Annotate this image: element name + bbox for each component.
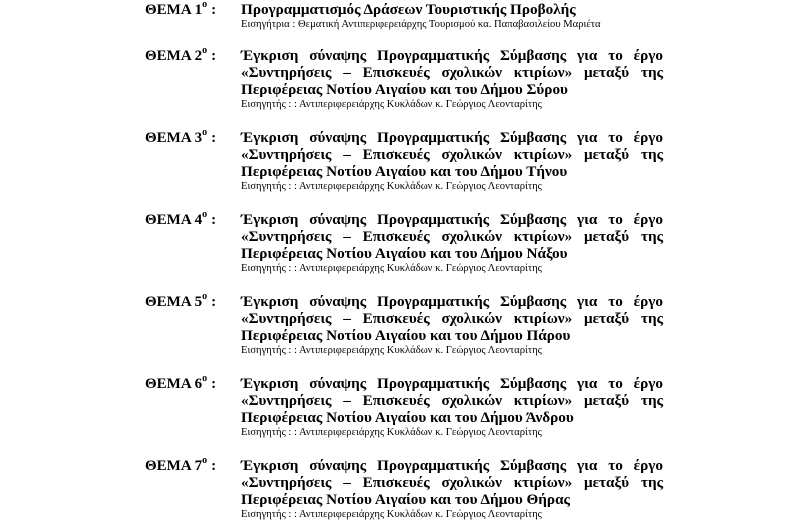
item-number-label bbox=[145, 211, 216, 229]
item-ordinal: ο bbox=[202, 291, 208, 302]
item-ordinal: ο bbox=[202, 127, 208, 138]
item-content bbox=[241, 375, 663, 439]
item-title-line: Έγκριση σύναψης Προγραμματικής Σύμβασης για το έργο bbox=[241, 293, 663, 310]
item-number-text: ΘΕΜΑ 2 bbox=[145, 48, 203, 64]
item-title-line: Έγκριση σύναψης Προγραμματικής Σύμβασης για το έργο bbox=[241, 129, 663, 146]
item-title-line: Έγκριση σύναψης Προγραμματικής Σύμβασης για το έργο bbox=[241, 457, 663, 474]
item-content bbox=[241, 211, 663, 275]
item-content bbox=[241, 457, 663, 521]
item-number-label bbox=[145, 129, 216, 147]
item-title-line: «Συντηρήσεις – Επισκευές σχολικών κτιρίων» μεταξύ της bbox=[241, 146, 663, 163]
item-ordinal: ο bbox=[202, 209, 208, 220]
item-title-line: «Συντηρήσεις – Επισκευές σχολικών κτιρίων» μεταξύ της bbox=[241, 310, 663, 327]
item-content bbox=[241, 1, 663, 31]
item-title-line: Περιφέρειας Νοτίου Αιγαίου και του Δήμου Άνδρου bbox=[241, 409, 574, 426]
item-content bbox=[241, 47, 663, 111]
item-number-colon: : bbox=[211, 130, 217, 146]
item-title-line: Περιφέρειας Νοτίου Αιγαίου και του Δήμου Νάξου bbox=[241, 245, 568, 262]
item-title-line: Έγκριση σύναψης Προγραμματικής Σύμβασης για το έργο bbox=[241, 47, 663, 64]
item-ordinal: ο bbox=[202, 373, 208, 384]
item-number-label bbox=[145, 47, 216, 65]
item-number-text: ΘΕΜΑ 6 bbox=[145, 376, 203, 392]
item-number-colon: : bbox=[211, 376, 217, 392]
item-title-line: Έγκριση σύναψης Προγραμματικής Σύμβασης για το έργο bbox=[241, 375, 663, 392]
item-title-line: «Συντηρήσεις – Επισκευές σχολικών κτιρίων» μεταξύ της bbox=[241, 228, 663, 245]
item-ordinal: ο bbox=[202, 455, 208, 466]
item-title-line: Περιφέρειας Νοτίου Αιγαίου και του Δήμου Θήρας bbox=[241, 491, 570, 508]
item-title-line: «Συντηρήσεις – Επισκευές σχολικών κτιρίων» μεταξύ της bbox=[241, 392, 663, 409]
item-ordinal: ο bbox=[202, 45, 208, 56]
item-number-text: ΘΕΜΑ 7 bbox=[145, 458, 203, 474]
item-number-colon: : bbox=[211, 458, 217, 474]
item-reporter: Εισηγητής : : Αντιπεριφερειάρχης Κυκλάδων κ. Γεώργιος Λεονταρίτης bbox=[241, 509, 542, 520]
item-number-text: ΘΕΜΑ 3 bbox=[145, 130, 203, 146]
item-number-label bbox=[145, 293, 216, 311]
item-title-line: «Συντηρήσεις – Επισκευές σχολικών κτιρίων» μεταξύ της bbox=[241, 474, 663, 491]
item-reporter: Εισηγητής : : Αντιπεριφερειάρχης Κυκλάδων κ. Γεώργιος Λεονταρίτης bbox=[241, 99, 542, 110]
item-number-label bbox=[145, 457, 216, 475]
item-content bbox=[241, 293, 663, 357]
item-title-line: «Συντηρήσεις – Επισκευές σχολικών κτιρίων» μεταξύ της bbox=[241, 64, 663, 81]
item-reporter: Εισηγητής : : Αντιπεριφερειάρχης Κυκλάδων κ. Γεώργιος Λεονταρίτης bbox=[241, 263, 542, 274]
item-number-colon: : bbox=[211, 294, 217, 310]
item-title-line: Περιφέρειας Νοτίου Αιγαίου και του Δήμου Πάρου bbox=[241, 327, 571, 344]
item-reporter: Εισηγητής : : Αντιπεριφερειάρχης Κυκλάδων κ. Γεώργιος Λεονταρίτης bbox=[241, 345, 542, 356]
item-reporter: Εισηγήτρια : Θεματική Αντιπεριφερειάρχης Τουρισμού κα. Παπαβασιλείου Μαριέτα bbox=[241, 19, 601, 30]
item-reporter: Εισηγητής : : Αντιπεριφερειάρχης Κυκλάδων κ. Γεώργιος Λεονταρίτης bbox=[241, 181, 542, 192]
item-reporter: Εισηγητής : : Αντιπεριφερειάρχης Κυκλάδων κ. Γεώργιος Λεονταρίτης bbox=[241, 427, 542, 438]
item-number-colon: : bbox=[211, 48, 217, 64]
item-number-colon: : bbox=[211, 212, 217, 228]
item-title-line: Περιφέρειας Νοτίου Αιγαίου και του Δήμου Τήνου bbox=[241, 163, 568, 180]
item-number-colon: : bbox=[211, 2, 217, 18]
item-title-line: Προγραμματισμός Δράσεων Τουριστικής Προβολής bbox=[241, 1, 576, 18]
item-title-line: Έγκριση σύναψης Προγραμματικής Σύμβασης για το έργο bbox=[241, 211, 663, 228]
item-number-label bbox=[145, 1, 216, 19]
item-number-text: ΘΕΜΑ 5 bbox=[145, 294, 203, 310]
item-title-line: Περιφέρειας Νοτίου Αιγαίου και του Δήμου Σύρου bbox=[241, 81, 568, 98]
item-number-text: ΘΕΜΑ 1 bbox=[145, 2, 203, 18]
item-content bbox=[241, 129, 663, 193]
item-ordinal: ο bbox=[202, 0, 208, 10]
item-number-text: ΘΕΜΑ 4 bbox=[145, 212, 203, 228]
item-number-label bbox=[145, 375, 216, 393]
